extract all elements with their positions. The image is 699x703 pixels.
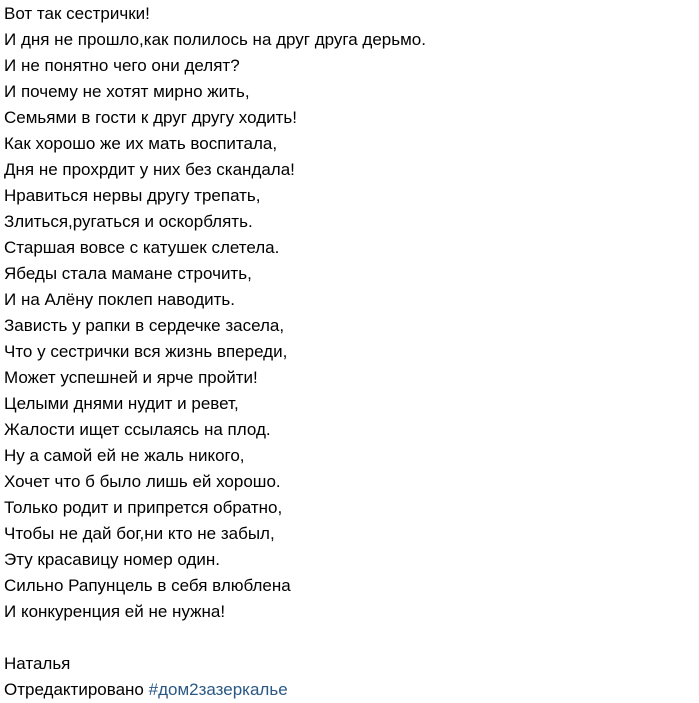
blank-line (4, 625, 426, 651)
signature: Наталья (4, 654, 71, 673)
poem-line: Ябеды стала мамане строчить, (4, 264, 252, 283)
poem-line: Вот так сестрички! (4, 4, 150, 23)
poem-line: Семьями в гости к друг другу ходить! (4, 108, 297, 127)
poem-line: Зависть у рапки в сердечке засела, (4, 316, 285, 335)
post-body (4, 1, 426, 703)
poem-line: И конкуренция ей не нужна! (4, 602, 226, 621)
poem-line: Эту красавицу номер один. (4, 550, 220, 569)
poem-line: Может успешней и ярче пройти! (4, 368, 258, 387)
poem-line: И на Алёну поклеп наводить. (4, 290, 235, 309)
poem-line: Сильно Рапунцель в себя влюблена (4, 576, 291, 595)
poem-line: Целыми днями нудит и ревет, (4, 394, 239, 413)
poem-line: Жалости ищет ссылаясь на плод. (4, 420, 271, 439)
poem-line: И почему не хотят мирно жить, (4, 82, 250, 101)
poem-line: И не понятно чего они делят? (4, 56, 240, 75)
edited-line (4, 677, 426, 703)
poem-line: Что у сестрички вся жизнь впереди, (4, 342, 288, 361)
poem-line: Чтобы не дай бог,ни кто не забыл, (4, 524, 275, 543)
poem-line: Только родит и припрется обратно, (4, 498, 283, 517)
hashtag-link[interactable]: #дом2зазеркалье (148, 680, 288, 699)
poem-line: Нравиться нервы другу трепать, (4, 186, 261, 205)
poem-line: Хочет что б было лишь ей хорошо. (4, 472, 281, 491)
poem-line: Дня не прохрдит у них без скандала! (4, 160, 295, 179)
poem-line: Злиться,ругаться и оскорблять. (4, 212, 253, 231)
edited-label: Отредактировано (4, 680, 144, 699)
poem-line: Ну а самой ей не жаль никого, (4, 446, 245, 465)
poem-line: Старшая вовсе с катушек слетела. (4, 238, 280, 257)
poem-line: И дня не прошло,как полилось на друг друга дерьмо. (4, 30, 426, 49)
poem-line: Как хорошо же их мать воспитала, (4, 134, 278, 153)
